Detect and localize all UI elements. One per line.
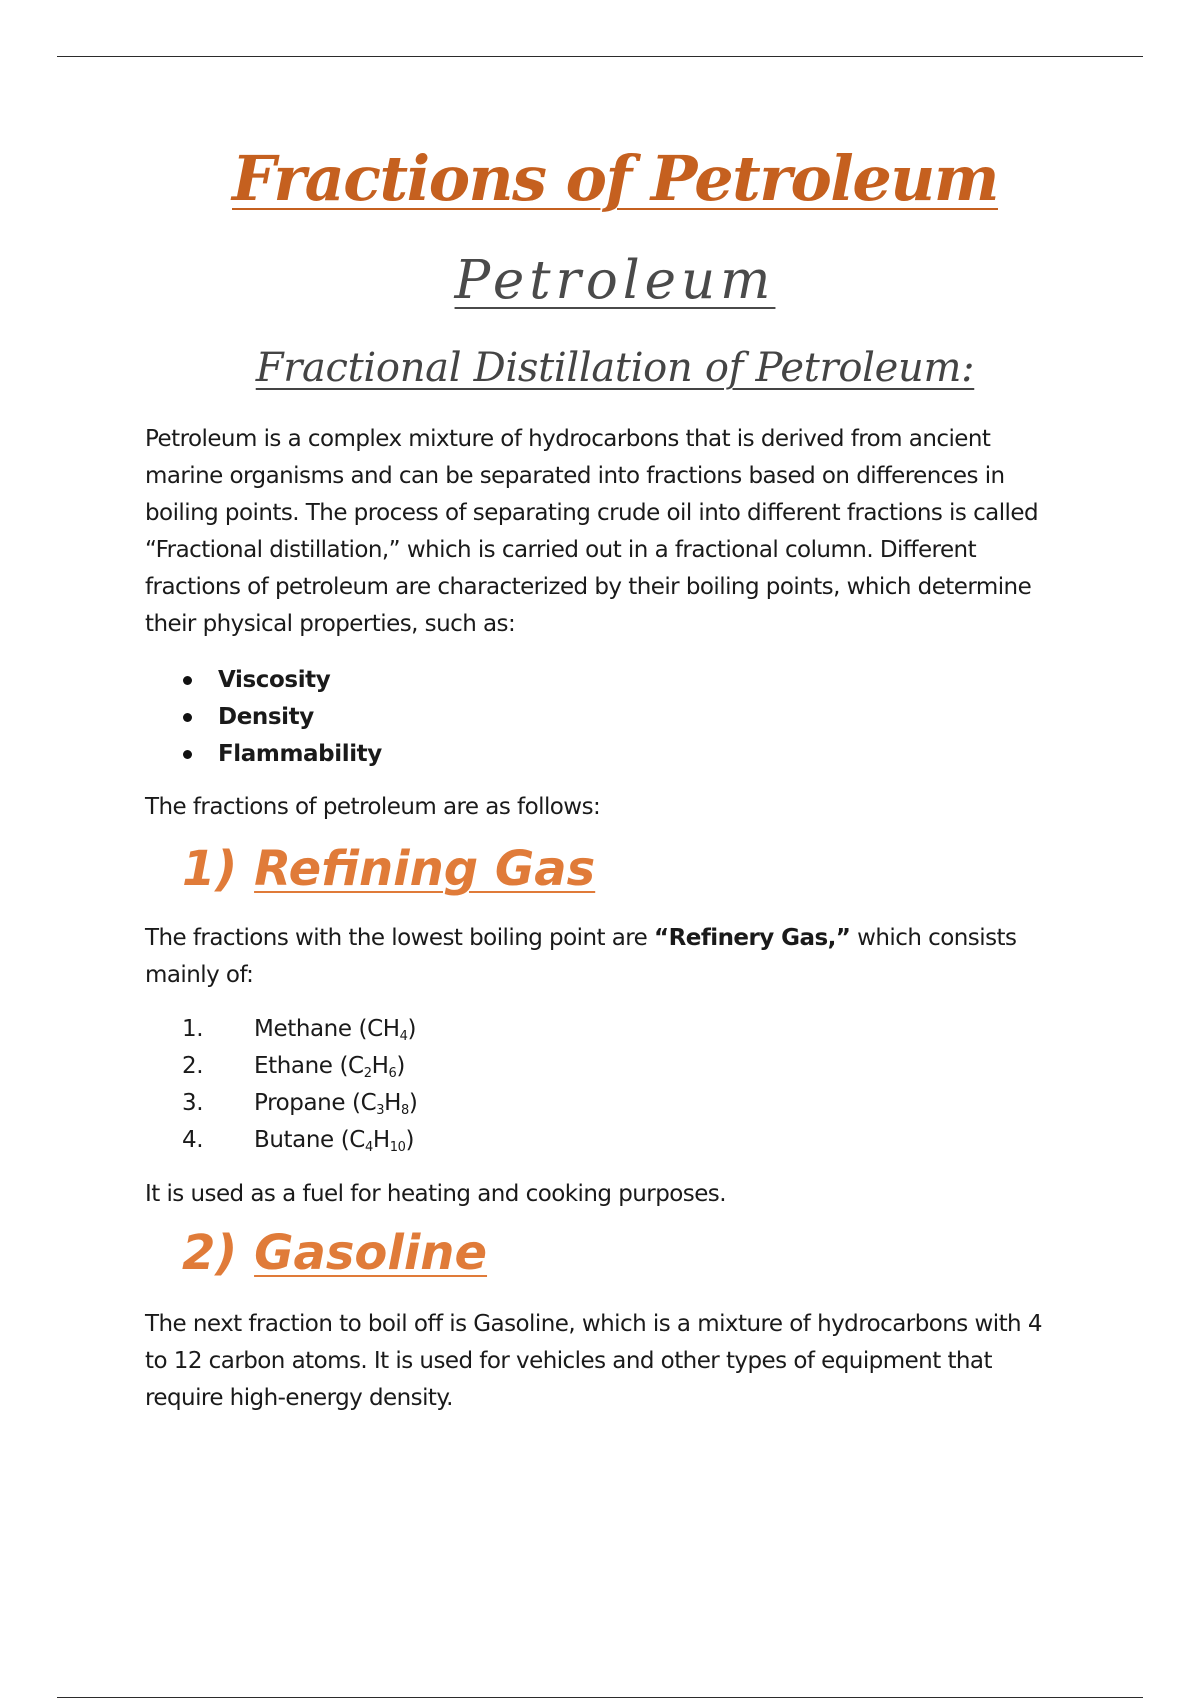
document-subtitle-text: Petroleum <box>454 250 776 311</box>
subscript: 4 <box>364 1140 373 1155</box>
refinery-usage: It is used as a fuel for heating and cooking purposes. <box>145 1181 726 1207</box>
document-title-text: Fractions of Petroleum <box>232 142 998 215</box>
list-item <box>145 699 382 736</box>
document-title <box>145 142 1085 215</box>
property-label: Flammability <box>218 741 382 767</box>
intro-line: Petroleum is a complex mixture of hydrocarbons that is derived from ancient <box>145 426 991 452</box>
heading-number: 2) <box>182 1225 238 1281</box>
subscript: 2 <box>363 1066 372 1081</box>
list-number: 1. <box>182 1016 204 1042</box>
refinery-line <box>145 920 1085 957</box>
component-text: ) <box>408 1090 418 1116</box>
refinery-line: mainly of: <box>145 962 254 988</box>
gasoline-heading <box>182 1225 488 1281</box>
intro-line: marine organisms and can be separated into fractions based on differences in <box>145 463 1005 489</box>
section-heading-text: Fractional Distillation of Petroleum: <box>255 345 975 391</box>
section-heading <box>145 345 1085 391</box>
heading-text: Refining Gas <box>254 841 596 897</box>
document-subtitle <box>145 250 1085 311</box>
component-text: Ethane (C <box>254 1053 364 1079</box>
gasoline-line: to 12 carbon atoms. It is used for vehicles and other types of equipment that <box>145 1348 992 1374</box>
component-text: H <box>372 1127 390 1153</box>
list-number: 2. <box>182 1053 204 1079</box>
bullet-icon <box>183 676 192 685</box>
heading-number: 1) <box>182 841 238 897</box>
component-text: ) <box>405 1127 415 1153</box>
component-text: ) <box>396 1053 405 1079</box>
property-label: Viscosity <box>218 667 331 693</box>
component-name <box>254 1085 418 1122</box>
refinery-line-start: The fractions with the lowest boiling point are <box>145 925 655 951</box>
follows-text: The fractions of petroleum are as follows: <box>145 794 601 820</box>
gasoline-paragraph <box>145 1306 1085 1417</box>
refinery-line-end: which consists <box>850 925 1017 951</box>
list-item <box>145 736 382 773</box>
property-label: Density <box>218 704 314 730</box>
intro-line: “Fractional distillation,” which is carried out in a fractional column. Different <box>145 537 977 563</box>
bullet-icon <box>183 713 192 722</box>
heading-text: Gasoline <box>254 1225 488 1281</box>
refinery-gas-bold: “Refinery Gas,” <box>654 925 851 951</box>
component-text: H <box>384 1090 402 1116</box>
component-name <box>254 1011 416 1048</box>
bottom-rule <box>57 1697 1143 1698</box>
intro-line: boiling points. The process of separating crude oil into different fractions is called <box>145 500 1039 526</box>
refining-gas-heading <box>182 841 596 897</box>
refinery-paragraph <box>145 920 1085 994</box>
subscript: 4 <box>399 1029 408 1044</box>
component-text: Methane (CH <box>254 1016 400 1042</box>
component-text: Butane (C <box>254 1127 365 1153</box>
intro-line: fractions of petroleum are characterized by their boiling points, which determine <box>145 574 1032 600</box>
component-name <box>254 1048 405 1085</box>
component-text: ) <box>407 1016 417 1042</box>
list-number: 3. <box>182 1090 204 1116</box>
gasoline-line: require high-energy density. <box>145 1385 453 1411</box>
subscript: 8 <box>401 1103 409 1118</box>
subscript: 3 <box>376 1103 385 1118</box>
subscript: 10 <box>389 1140 406 1155</box>
intro-line: their physical properties, such as: <box>145 611 516 637</box>
bullet-icon <box>183 750 192 759</box>
list-item <box>145 662 382 699</box>
list-number: 4. <box>182 1127 204 1153</box>
component-name <box>254 1122 414 1159</box>
intro-paragraph <box>145 421 1085 643</box>
properties-list <box>145 662 382 773</box>
gasoline-line: The next fraction to boil off is Gasoline, which is a mixture of hydrocarbons with 4 <box>145 1311 1042 1337</box>
component-text: H <box>371 1053 389 1079</box>
subscript: 6 <box>388 1066 397 1081</box>
component-text: Propane (C <box>254 1090 377 1116</box>
top-rule <box>57 56 1143 57</box>
